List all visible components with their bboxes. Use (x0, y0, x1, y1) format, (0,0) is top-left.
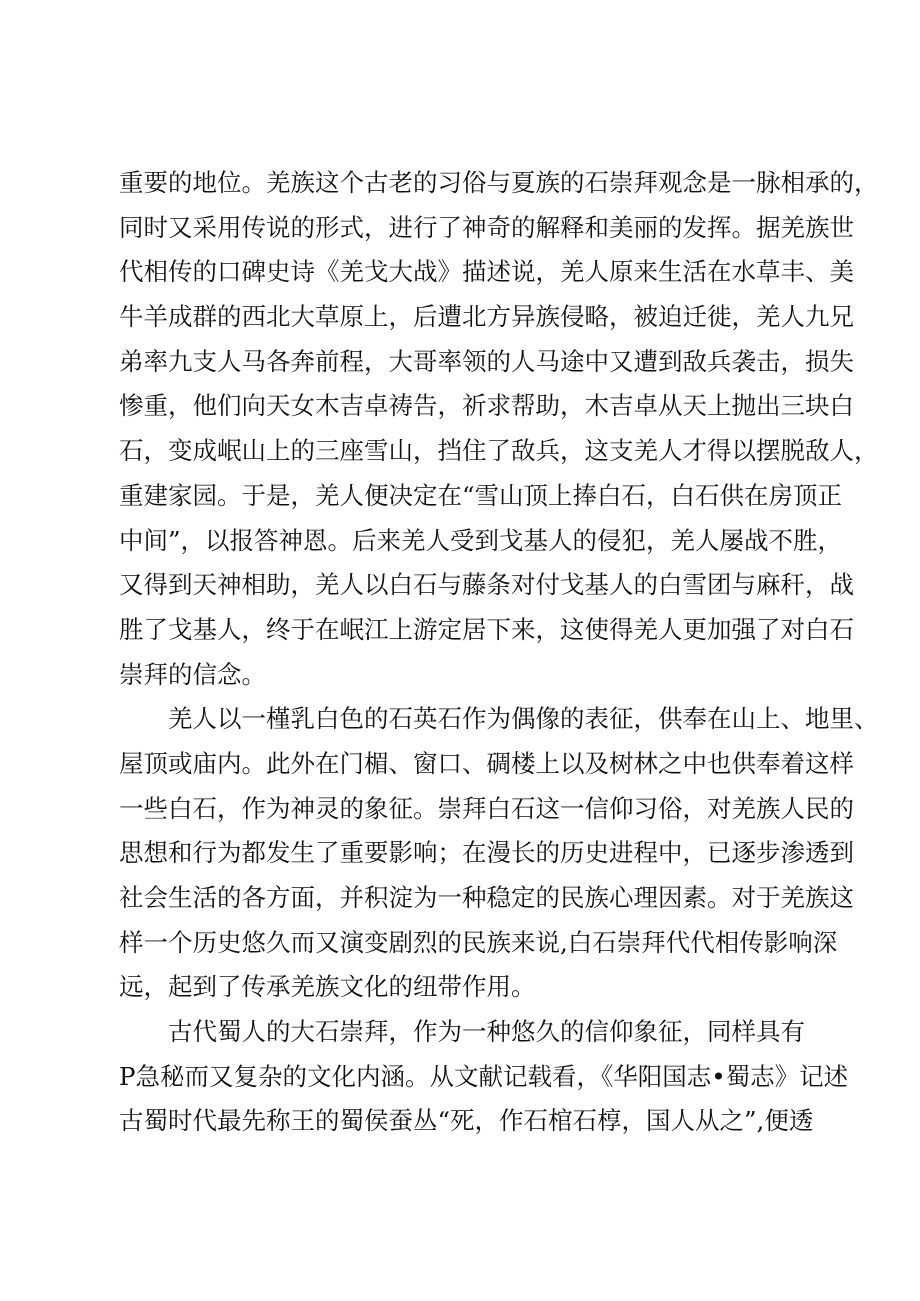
text-line: 远，起到了传承羌族文化的纽带作用。 (119, 972, 536, 1002)
text-line: 同时又采用传说的形式，进行了神奇的解释和美丽的发挥。据羌族世 (119, 212, 854, 242)
text-line: 羌人以一槿乳白色的石英石作为偶像的表征，供奉在山上、地里、 (168, 704, 879, 734)
text-line: 样一个历史悠久而又演变剧烈的民族来说,白石崇拜代代相传影响深 (119, 927, 838, 957)
text-line: 代相传的口碑史诗《羌戈大战》描述说，羌人原来生活在水草丰、美 (119, 257, 854, 287)
text-line: 屋顶或庙内。此外在门楣、窗口、碉楼上以及树林之中也供奉着这样 (119, 748, 854, 778)
text-line: 社会生活的各方面，并积淀为一种稳定的民族心理因素。对于羌族这 (119, 883, 854, 912)
text-line: 中间”，以报答神恩。后来羌人受到戈基人的侵犯，羌人屡战不胜， (119, 525, 843, 555)
text-line: 胜了戈基人，终于在岷江上游定居下来，这使得羌人更加强了对白石 (119, 614, 854, 644)
text-line: 古代蜀人的大石崇拜，作为一种悠久的信仰象征，同样具有 (168, 1017, 805, 1047)
text-line: 崇拜的信念。 (119, 659, 266, 689)
text-line: 重要的地位。羌族这个古老的习俗与夏族的石崇拜观念是一脉相承的， (119, 168, 879, 197)
text-line: 牛羊成群的西北大草原上，后遭北方异族侵略，被迫迁徙，羌人九兄 (119, 302, 854, 332)
text-line: 弟率九支人马各奔前程，大哥率领的人马途中又遭到敌兵袭击，损失 (119, 346, 854, 376)
text-line: 石，变成岷山上的三座雪山，挡住了敌兵，这支羌人才得以摆脱敌人， (119, 436, 879, 466)
text-line: 思想和行为都发生了重要影响；在漫长的历史进程中，已逐步渗透到 (119, 838, 854, 868)
text-line: 古蜀时代最先称王的蜀侯蚕丛“死，作石棺石椁，国人从之”,便透 (119, 1106, 814, 1136)
text-line: P急秘而又复杂的文化内涵。从文献记载看，《华阳国志•蜀志》记述 (119, 1061, 849, 1091)
text-line: 重建家园。于是，羌人便决定在“雪山顶上捧白石，白石供在房顶正 (119, 480, 843, 510)
text-line: 惨重，他们向天女木吉卓祷告，祈求帮助，木吉卓从天上抛出三块白 (119, 391, 854, 421)
body-text (119, 161, 879, 1144)
text-line: 又得到天神相助，羌人以白石与藤条对付戈基人的白雪团与麻秆，战 (119, 570, 854, 600)
text-line: 一些白石，作为神灵的象征。崇拜白石这一信仰习俗，对羌族人民的 (119, 793, 854, 823)
